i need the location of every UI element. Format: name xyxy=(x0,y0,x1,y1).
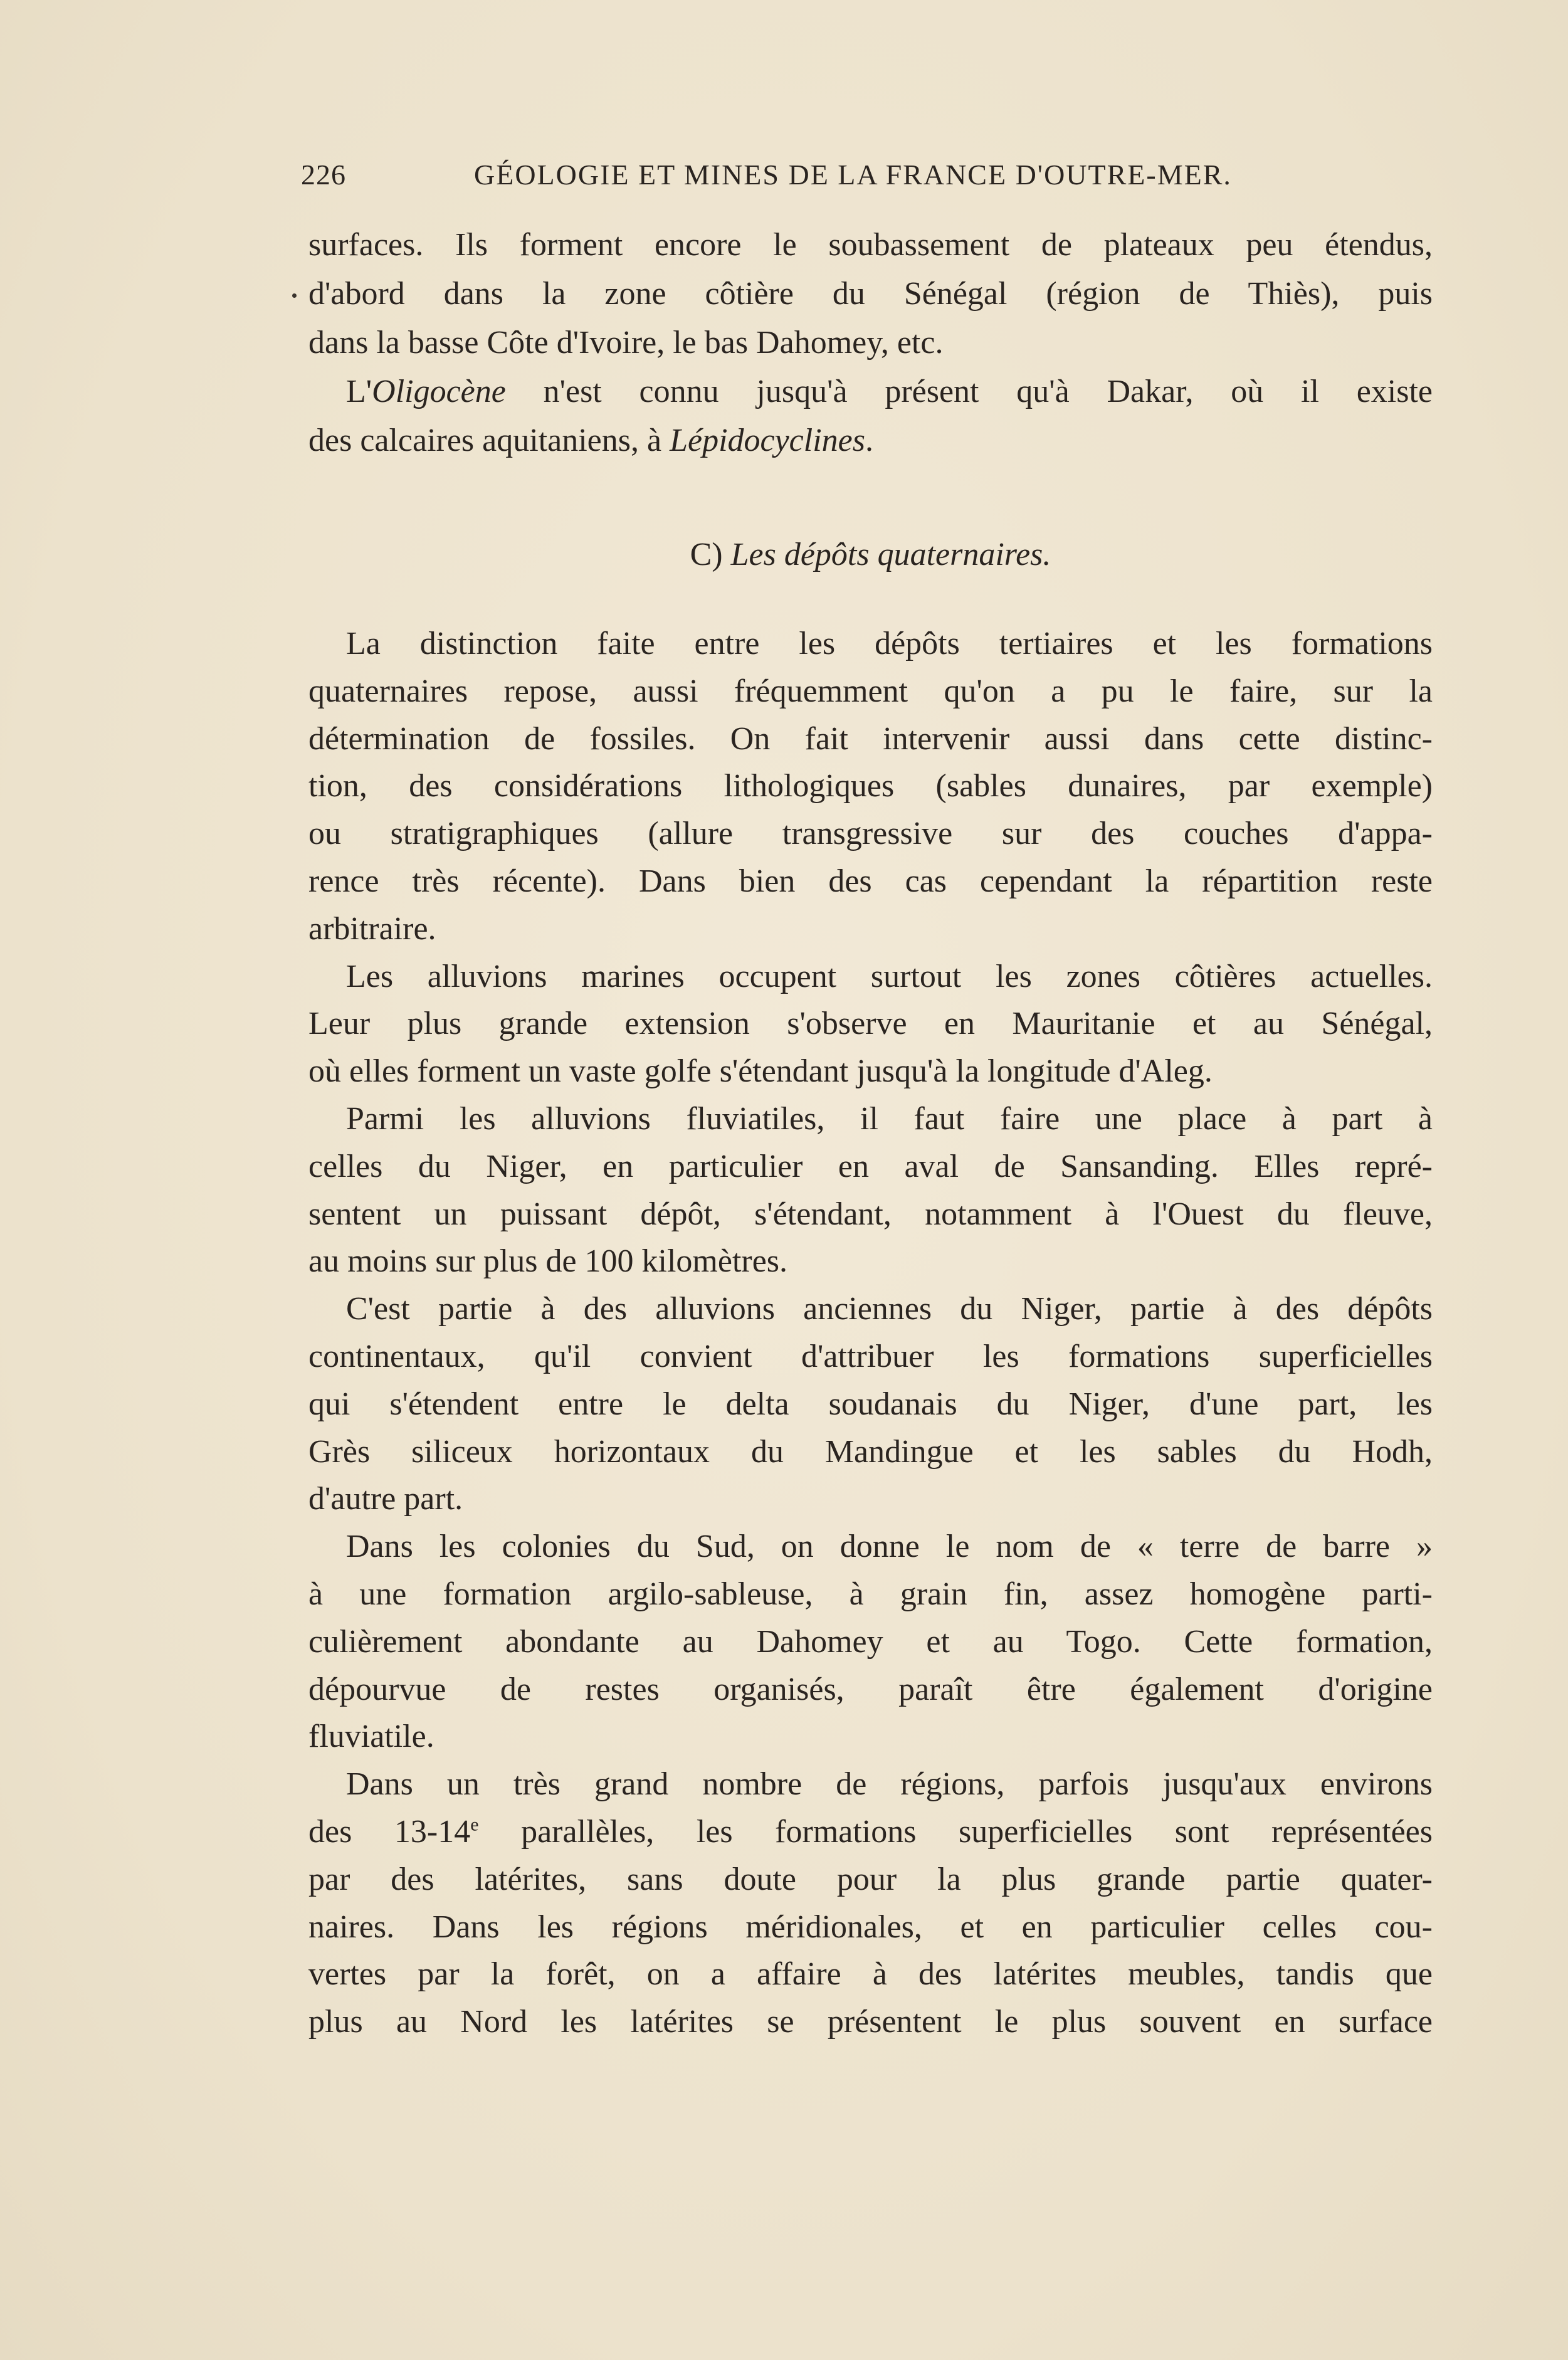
text-segment: d'autre part. xyxy=(308,1481,463,1517)
text-segment: quaternaires repose, aussi fréquemment qu'on a pu le faire, sur la xyxy=(308,673,1433,709)
text-line xyxy=(308,1571,1433,1618)
text-line xyxy=(308,416,1433,465)
text-segment: à une formation argilo-sableuse, à grain fin, assez homogène parti- xyxy=(308,1576,1433,1612)
text-segment: Dans un très grand nombre de régions, parfois jusqu'aux environs xyxy=(346,1766,1433,1803)
stray-ink-mark xyxy=(292,293,297,298)
text-segment: dans la basse Côte d'Ivoire, le bas Dahomey, etc. xyxy=(308,325,944,361)
text-segment: vertes par la forêt, on a affaire à des latérites meubles, tandis que xyxy=(308,1956,1433,1993)
text-segment: détermination de fossiles. On fait intervenir aussi dans cette distinc- xyxy=(308,720,1433,757)
section-label: C) xyxy=(690,537,723,572)
text-line xyxy=(308,1523,1433,1571)
text-line xyxy=(308,762,1433,810)
page-number: 226 xyxy=(301,159,346,191)
text-segment: par des latérites, sans doute pour la plus grande partie quater- xyxy=(308,1861,1433,1897)
text-line xyxy=(308,1381,1433,1428)
section-heading xyxy=(308,533,1433,577)
text-line xyxy=(308,620,1433,668)
text-segment: arbitraire. xyxy=(308,910,436,947)
text-segment: où elles forment un vaste golfe s'étendant jusqu'à la longitude d'Aleg. xyxy=(308,1053,1213,1090)
text-segment: des 13-14 xyxy=(308,1813,471,1850)
text-block-quaternary xyxy=(308,620,1433,2046)
italic-text: Oligocène xyxy=(372,374,506,409)
text-segment: n'est connu jusqu'à présent qu'à Dakar, où il existe xyxy=(505,374,1433,409)
text-segment: surfaces. Ils forment encore le soubassement de plateaux peu étendus, xyxy=(308,227,1433,263)
text-line xyxy=(308,1998,1433,2046)
text-segment: au moins sur plus de 100 kilomètres. xyxy=(308,1243,788,1280)
text-line xyxy=(308,1475,1433,1523)
text-segment: C'est partie à des alluvions anciennes du Niger, partie à des dépôts xyxy=(346,1291,1433,1327)
text-segment: qui s'étendent entre le delta soudanais du Niger, d'une part, les xyxy=(308,1386,1433,1422)
section-title: Les dépôts quaternaires. xyxy=(730,537,1051,572)
text-line xyxy=(308,367,1433,416)
running-header xyxy=(301,158,1279,197)
text-segment: sentent un puissant dépôt, s'étendant, notamment à l'Ouest du fleuve, xyxy=(308,1196,1433,1232)
superscript: e xyxy=(470,1814,479,1835)
text-segment: Les alluvions marines occupent surtout les zones côtières actuelles. xyxy=(346,958,1433,994)
text-line xyxy=(308,270,1433,319)
text-line xyxy=(308,1951,1433,1998)
text-segment: dépourvue de restes organisés, paraît être également d'origine xyxy=(308,1671,1433,1707)
text-segment: d'abord dans la zone côtière du Sénégal (région de Thiès), puis xyxy=(308,276,1433,312)
running-title: GÉOLOGIE ET MINES DE LA FRANCE D'OUTRE-MER. xyxy=(474,159,1232,191)
text-line xyxy=(308,319,1433,367)
text-line xyxy=(308,715,1433,763)
text-line xyxy=(308,810,1433,858)
text-line xyxy=(308,1618,1433,1666)
text-line xyxy=(308,1000,1433,1048)
text-segment: Parmi les alluvions fluviatiles, il faut faire une place à part à xyxy=(346,1100,1433,1137)
text-line xyxy=(308,1191,1433,1238)
text-line xyxy=(308,953,1433,1001)
text-block-tertiary xyxy=(308,221,1433,465)
text-segment: culièrement abondante au Dahomey et au Togo. Cette formation, xyxy=(308,1623,1433,1660)
italic-text: Lépidocyclines xyxy=(670,423,865,458)
text-line xyxy=(308,1238,1433,1285)
text-segment: L' xyxy=(346,374,372,409)
text-line xyxy=(308,1333,1433,1381)
text-segment: des calcaires aquitaniens, à xyxy=(308,423,670,458)
text-segment: Grès siliceux horizontaux du Mandingue et les sables du Hodh, xyxy=(308,1433,1433,1470)
text-segment: rence très récente). Dans bien des cas cependant la répartition reste xyxy=(308,863,1433,899)
text-line xyxy=(308,1285,1433,1333)
text-line xyxy=(308,221,1433,270)
text-line xyxy=(308,1143,1433,1191)
text-segment: ou stratigraphiques (allure transgressive sur des couches d'appa- xyxy=(308,816,1433,852)
text-segment: Dans les colonies du Sud, on donne le nom de « terre de barre » xyxy=(346,1529,1433,1565)
text-line xyxy=(308,1666,1433,1714)
text-line xyxy=(308,858,1433,905)
text-line xyxy=(308,1428,1433,1476)
text-line xyxy=(308,1048,1433,1095)
text-segment: plus au Nord les latérites se présentent le plus souvent en surface xyxy=(308,2004,1433,2040)
text-segment: naires. Dans les régions méridionales, et en particulier celles cou- xyxy=(308,1909,1433,1945)
text-segment: fluviatile. xyxy=(308,1719,434,1755)
text-line xyxy=(308,1808,1433,1856)
text-segment: Leur plus grande extension s'observe en Mauritanie et au Sénégal, xyxy=(308,1006,1433,1042)
text-line xyxy=(308,668,1433,715)
text-line xyxy=(308,905,1433,953)
text-segment: . xyxy=(865,423,873,458)
text-segment: parallèles, les formations superficielles sont représentées xyxy=(478,1813,1433,1850)
text-segment: continentaux, qu'il convient d'attribuer les formations superficielles xyxy=(308,1338,1433,1374)
text-segment: celles du Niger, en particulier en aval de Sansanding. Elles repré- xyxy=(308,1148,1433,1184)
text-line xyxy=(308,1856,1433,1904)
text-line xyxy=(308,1713,1433,1761)
text-line xyxy=(308,1761,1433,1808)
text-segment: tion, des considérations lithologiques (sables dunaires, par exemple) xyxy=(308,768,1433,804)
text-line xyxy=(308,1904,1433,1951)
text-segment: La distinction faite entre les dépôts tertiaires et les formations xyxy=(346,626,1433,661)
text-line xyxy=(308,1095,1433,1143)
